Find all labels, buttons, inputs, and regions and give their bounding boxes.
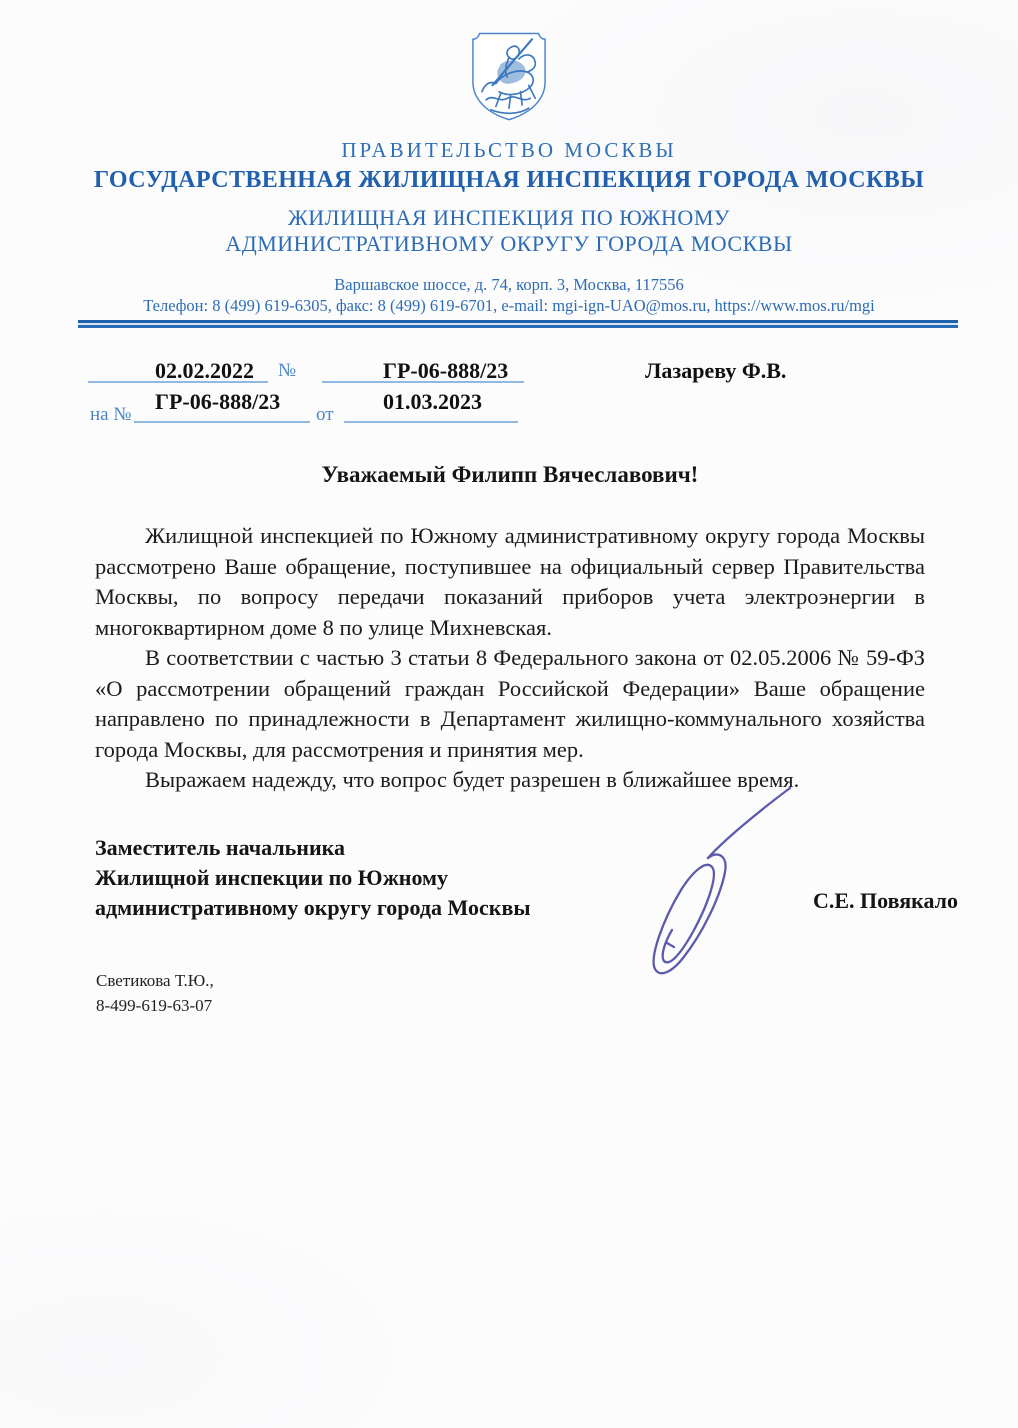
executor-name: Светикова Т.Ю., xyxy=(96,971,214,990)
signer-position-line2: Жилищной инспекции по Южному xyxy=(95,865,449,890)
letterhead-divider-rule xyxy=(78,320,958,329)
body-paragraph-2: В соответствии с частью 3 статьи 8 Федерального закона от 02.05.2006 № 59-ФЗ «О рассмотрении обращений граждан Российской Федерации» Ваше обращение направлено по принадлежности в Департамент жилищно-коммунального хозяйства города Москвы, для рассмотрения и принятия мер. xyxy=(95,645,925,762)
salutation: Уважаемый Филипп Вячеславович! xyxy=(321,462,699,487)
letter-number: ГР-06-888/23 xyxy=(383,358,509,383)
signer-position-line1: Заместитель начальника xyxy=(95,835,345,860)
reply-date-label: от xyxy=(316,404,334,425)
letterhead-address: Варшавское шоссе, д. 74, корп. 3, Москва, 117556 xyxy=(334,275,684,294)
addressee-name: Лазареву Ф.В. xyxy=(645,358,787,383)
moscow-coat-of-arms-icon xyxy=(468,30,550,124)
body-paragraph-1: Жилищной инспекцией по Южному административному округу города Москвы рассмотрено Ваше обращение, поступившее на официальный сервер Правительства Москвы, по вопросу передачи показаний приборов учета электроэнергии в многоквартирном доме 8 по улице Михневская. xyxy=(95,523,925,640)
body-paragraph-3: Выражаем надежду, что вопрос будет разрешен в ближайшее время. xyxy=(145,767,800,792)
letter-date: 02.02.2022 xyxy=(155,358,254,383)
handwritten-signature xyxy=(620,780,798,988)
reply-date-underline xyxy=(344,421,518,423)
signer-position xyxy=(95,833,531,923)
organization-subdivision-line2: АДМИНИСТРАТИВНОМУ ОКРУГУ ГОРОДА МОСКВЫ xyxy=(225,231,793,256)
signer-name: С.Е. Повякало xyxy=(813,888,958,913)
organization-subdivision-line1: ЖИЛИЩНАЯ ИНСПЕКЦИЯ ПО ЮЖНОМУ xyxy=(288,205,730,230)
number-sign-label: № xyxy=(278,360,297,381)
reply-number-underline xyxy=(134,421,310,423)
government-title: ПРАВИТЕЛЬСТВО МОСКВЫ xyxy=(341,138,677,162)
signer-position-line3: административному округу города Москвы xyxy=(95,895,531,920)
executor-phone: 8-499-619-63-07 xyxy=(96,996,213,1015)
reply-to-date: 01.03.2023 xyxy=(383,389,482,414)
organization-name: ГОСУДАРСТВЕННАЯ ЖИЛИЩНАЯ ИНСПЕКЦИЯ ГОРОДА МОСКВЫ xyxy=(93,167,925,193)
reply-number-label: на № xyxy=(90,404,132,425)
letter-body xyxy=(95,462,925,796)
executor-block xyxy=(96,968,214,1018)
reply-to-number: ГР-06-888/23 xyxy=(155,389,281,414)
letterhead-contacts: Телефон: 8 (499) 619-6305, факс: 8 (499) 619-6701, e-mail: mgi-ign-UAO@mos.ru, https://www.mos.ru/mgi xyxy=(143,296,875,315)
